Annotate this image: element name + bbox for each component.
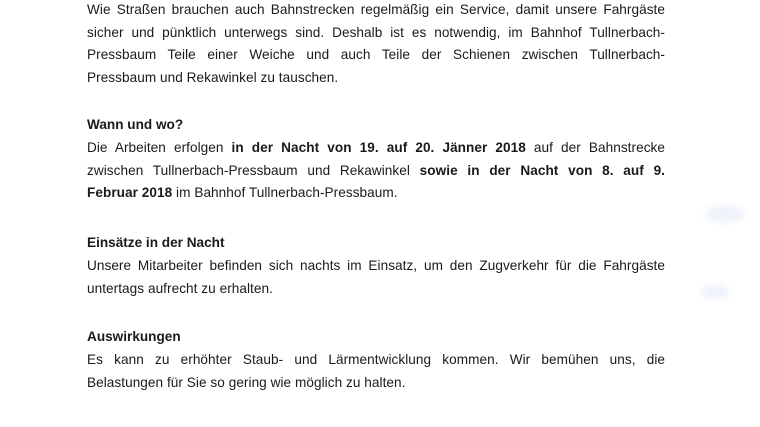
- wann-date-highlight: Februar 2018: [87, 185, 173, 200]
- wann-text: Die Arbeiten erfolgen: [87, 140, 232, 155]
- einsatz-paragraph: [87, 255, 665, 300]
- wann-text: auf der Bahnstrecke: [525, 140, 665, 155]
- intro-line: Wie Straßen brauchen auch Bahnstrecken regelmäßig ein Service, damit unsere Fahrgäste: [87, 2, 665, 17]
- einsatz-line: Unsere Mitarbeiter befinden sich nachts im Einsatz, um den Zugverkehr für die Fahrgäste: [87, 258, 665, 273]
- section-heading-einsaetze: Einsätze in der Nacht: [87, 235, 225, 250]
- auswirkungen-paragraph: [87, 349, 665, 394]
- auswirkungen-line: Es kann zu erhöhter Staub- und Lärmentwicklung kommen. Wir bemühen uns, die: [87, 352, 665, 367]
- einsatz-line: untertags aufrecht zu erhalten.: [87, 280, 273, 296]
- wann-date-highlight: sowie in der Nacht von 8. auf 9.: [419, 162, 666, 178]
- wann-date-highlight: in der Nacht von 19. auf 20. Jänner 2018: [231, 140, 526, 155]
- intro-line: Pressbaum und Rekawinkel zu tauschen.: [87, 69, 339, 85]
- section-heading-auswirkungen: Auswirkungen: [87, 329, 181, 344]
- wann-text: zwischen Tullnerbach-Pressbaum und Rekawinkel: [87, 162, 420, 178]
- scan-smudge: [700, 285, 730, 299]
- intro-line: sicher und pünktlich unterwegs sind. Deshalb ist es notwendig, im Bahnhof Tullnerbach-: [87, 24, 665, 40]
- section-heading-wann-und-wo: Wann und wo?: [87, 117, 184, 132]
- intro-line: Pressbaum Teile einer Weiche und auch Teile der Schienen zwischen Tullnerbach-: [87, 47, 665, 62]
- wann-line: [87, 182, 665, 205]
- scan-smudge: [705, 205, 745, 223]
- wann-text: im Bahnhof Tullnerbach-Pressbaum.: [172, 185, 398, 200]
- auswirkungen-line: Belastungen für Sie so gering wie möglich zu halten.: [87, 374, 406, 390]
- intro-paragraph: [87, 0, 665, 89]
- wann-line: [87, 137, 665, 160]
- wann-paragraph: [87, 137, 665, 205]
- wann-line: [87, 160, 665, 183]
